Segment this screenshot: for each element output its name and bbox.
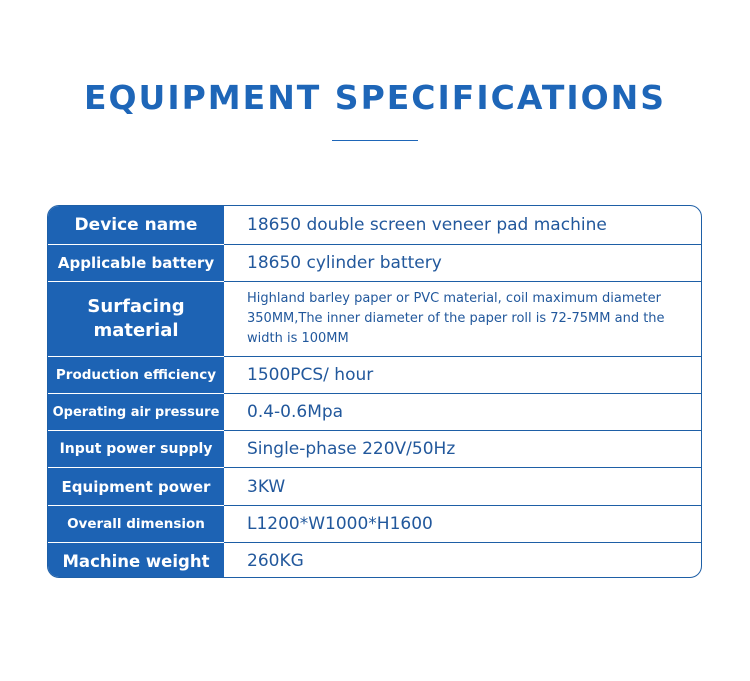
spec-label: Device name [48,206,224,245]
spec-value: Highland barley paper or PVC material, coil maximum diameter 350MM,The inner diameter of the paper roll is 72-75MM and the width is 100MM [247,291,665,346]
spec-label: Production efficiency [48,357,224,394]
specifications-table [47,205,702,578]
spec-row-surfacing-material [48,282,701,357]
spec-value: 18650 double screen veneer pad machine [247,215,607,235]
spec-label: Operating air pressure [48,394,224,431]
spec-row-input-power-supply [48,431,701,468]
spec-value: 0.4-0.6Mpa [247,402,344,422]
spec-value: L1200*W1000*H1600 [247,514,433,534]
title-underline-divider [332,140,418,141]
spec-row-device-name [48,206,701,245]
spec-row-equipment-power [48,468,701,506]
spec-label: Overall dimension [48,506,224,543]
spec-label: Machine weight [48,543,224,578]
spec-value: 1500PCS/ hour [247,365,374,385]
spec-value: 18650 cylinder battery [247,253,442,273]
spec-label: Applicable battery [48,245,224,282]
spec-row-operating-air-pressure [48,394,701,431]
spec-row-machine-weight [48,543,701,578]
spec-value: 260KG [247,551,304,571]
spec-row-overall-dimension [48,506,701,543]
spec-value: Single-phase 220V/50Hz [247,439,456,459]
spec-label: Equipment power [48,468,224,506]
spec-label: Surfacing material [48,282,224,357]
spec-row-production-efficiency [48,357,701,394]
page-title: EQUIPMENT SPECIFICATIONS [83,78,667,117]
spec-row-applicable-battery [48,245,701,282]
spec-label: Input power supply [48,431,224,468]
spec-value: 3KW [247,476,286,497]
